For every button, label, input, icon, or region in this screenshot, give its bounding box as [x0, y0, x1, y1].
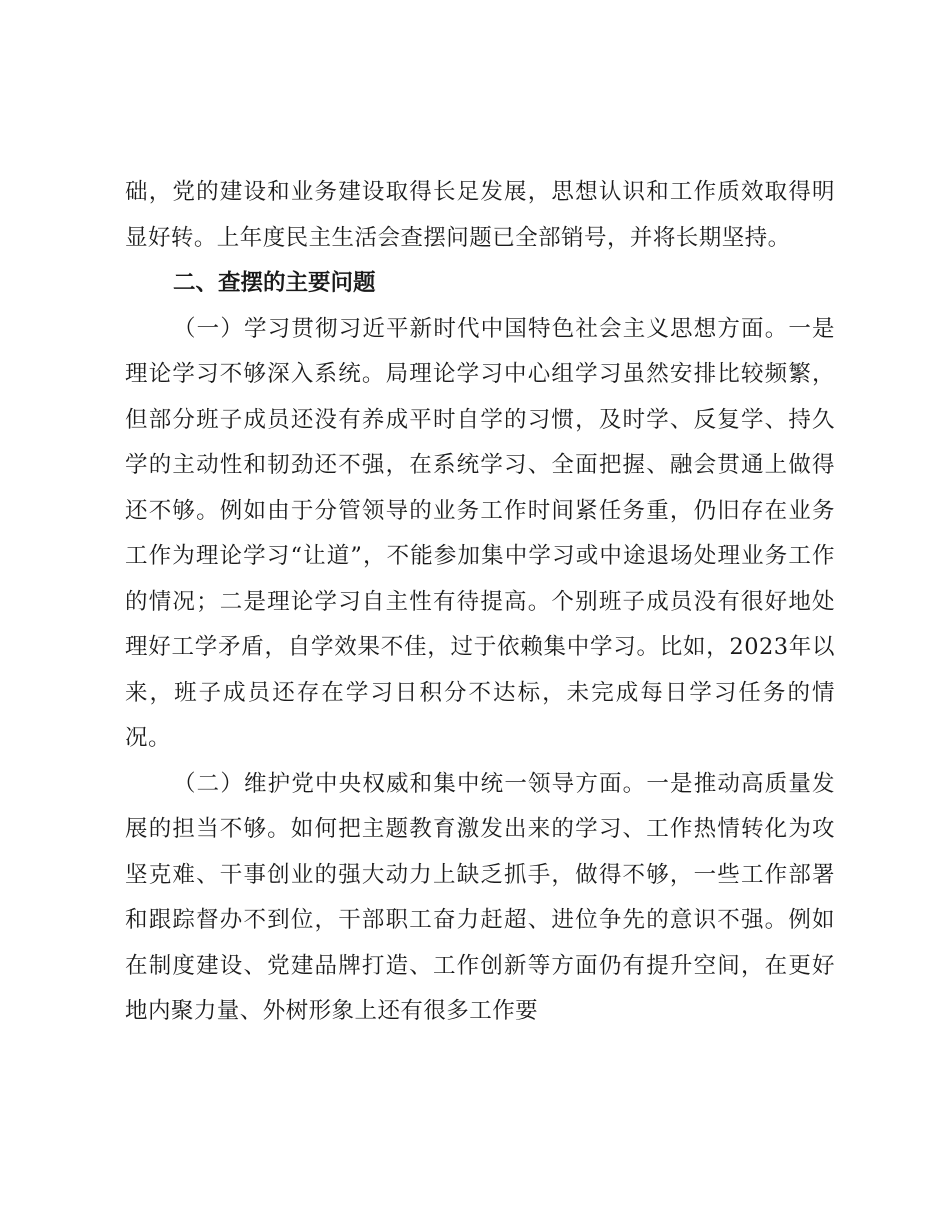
subsection-2-title: （二）维护党中央权威和集中统一领导方面。: [173, 770, 647, 797]
subsection-1-title: （一）学习贯彻习近平新时代中国特色社会主义思想方面。: [173, 315, 789, 342]
subsection-2: [125, 762, 835, 1035]
subsection-2-body: 一是推动高质量发展的担当不够。如何把主题教育激发出来的学习、工作热情转化为攻坚克难、干事创业的强大动力上缺乏抓手，做得不够，一些工作部署和跟踪督办不到位，干部职工奋力赶超、进位争先的意识不强。例如在制度建设、党建品牌打造、工作创新等方面仍有提升空间，在更好地内聚力量、外树形象上还有很多工作要: [125, 770, 835, 1024]
document-body: [125, 170, 835, 1035]
subsection-1-body: 一是理论学习不够深入系统。局理论学习中心组学习虽然安排比较频繁，但部分班子成员还没有养成平时自学的习惯，及时学、反复学、持久学的主动性和韧劲还不强，在系统学习、全面把握、融会贯通上做得还不够。例如由于分管领导的业务工作时间紧任务重，仍旧存在业务工作为理论学习“让道”，不能参加集中学习或中途退场处理业务工作的情况；二是理论学习自主性有待提高。个别班子成员没有很好地处理好工学矛盾，自学效果不佳，过于依赖集中学习。比如，2023年以来，班子成员还存在学习日积分不达标，未完成每日学习任务的情况。: [125, 315, 835, 751]
paragraph-continued: 础，党的建设和业务建设取得长足发展，思想认识和工作质效取得明显好转。上年度民主生活会查摆问题已全部销号，并将长期坚持。: [125, 179, 835, 251]
subsection-1: [125, 307, 835, 762]
section-heading: 二、查摆的主要问题: [173, 270, 376, 296]
